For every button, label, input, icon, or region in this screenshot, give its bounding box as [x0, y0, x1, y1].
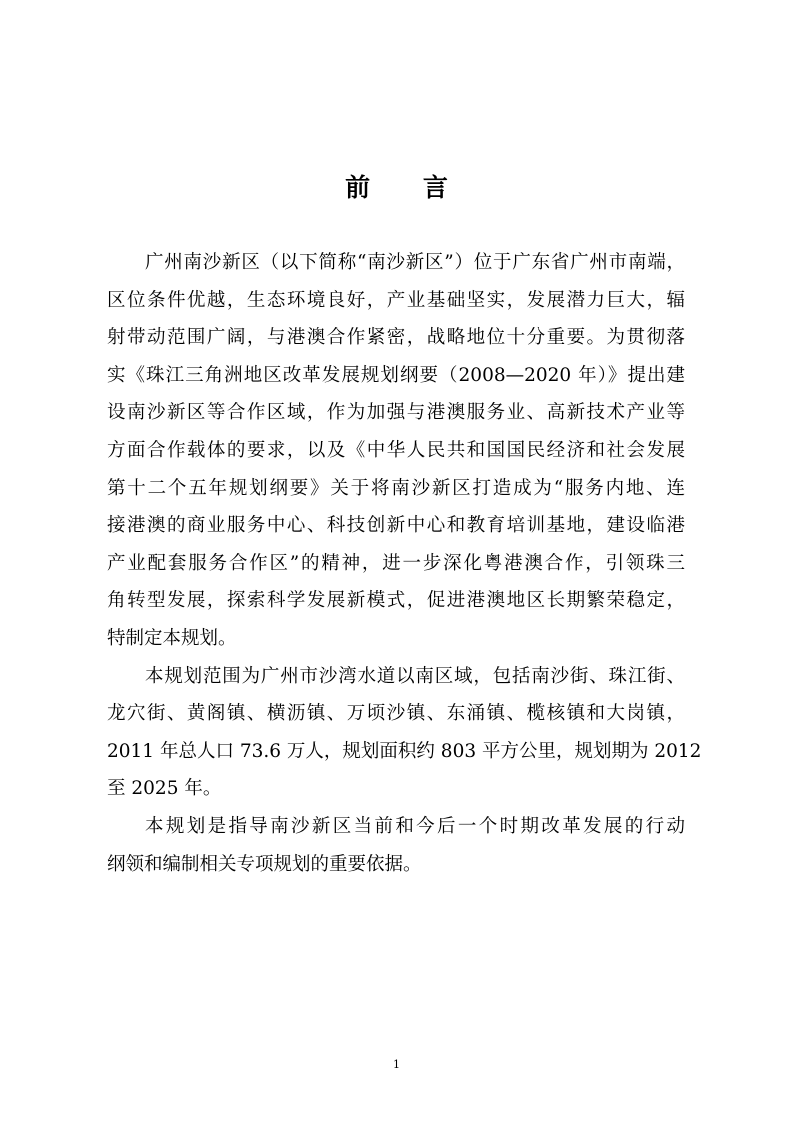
- body-text: [107, 244, 702, 883]
- paragraph-line: 方面合作载体的要求，以及《中华人民共和国国民经济和社会发展: [107, 439, 685, 461]
- paragraph-line: 特制定本规划。: [107, 627, 237, 649]
- page-title: 前 言: [345, 173, 470, 202]
- paragraph-line: 射带动范围广阔，与港澳合作紧密，战略地位十分重要。为贯彻落: [107, 327, 685, 349]
- paragraph-line: 本规划范围为广州市沙湾水道以南区域，包括南沙街、珠江街、: [145, 665, 685, 687]
- paragraph-line: 角转型发展，探索科学发展新模式，促进港澳地区长期繁荣稳定，: [107, 590, 685, 612]
- paragraph-line: 纲领和编制相关专项规划的重要依据。: [107, 853, 422, 875]
- page-number: 1: [393, 1058, 400, 1071]
- paragraph-line: 至 2025 年。: [107, 778, 222, 800]
- paragraph-line: 产业配套服务合作区”的精神，进一步深化粤港澳合作，引领珠三: [107, 552, 685, 574]
- paragraph-purpose: [107, 808, 685, 883]
- paragraph-line: 广州南沙新区（以下简称“南沙新区”）位于广东省广州市南端，: [145, 252, 685, 273]
- paragraph-line: 2011 年总人口 73.6 万人，规划面积约 803 平方公里，规划期为 2012: [107, 740, 702, 762]
- paragraph-line: 区位条件优越，生态环境良好，产业基础坚实，发展潜力巨大，辐: [107, 289, 685, 311]
- paragraph-scope: [107, 658, 702, 808]
- paragraph-line: 龙穴街、黄阁镇、横沥镇、万顷沙镇、东涌镇、榄核镇和大岗镇，: [107, 703, 685, 725]
- paragraph-line: 实《珠江三角洲地区改革发展规划纲要（2008—2020 年）》提出建: [107, 364, 685, 386]
- paragraph-intro: [107, 244, 685, 658]
- paragraph-line: 本规划是指导南沙新区当前和今后一个时期改革发展的行动: [145, 815, 685, 837]
- paragraph-line: 接港澳的商业服务中心、科技创新中心和教育培训基地，建设临港: [107, 515, 685, 537]
- paragraph-line: 设南沙新区等合作区域，作为加强与港澳服务业、高新技术产业等: [107, 402, 685, 424]
- paragraph-line: 第十二个五年规划纲要》关于将南沙新区打造成为“服务内地、连: [107, 477, 685, 499]
